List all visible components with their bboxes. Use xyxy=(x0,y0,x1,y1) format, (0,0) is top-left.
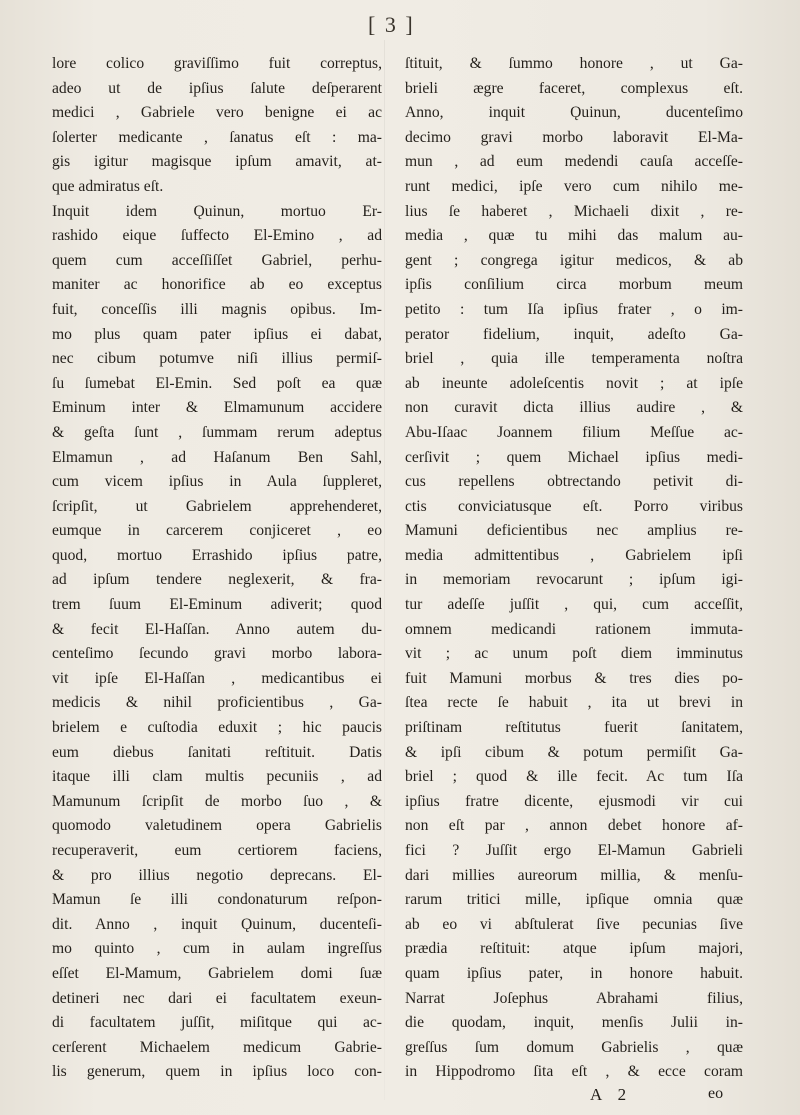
text-line: mun , ad eum medendi cauſa acceſſe- xyxy=(405,153,743,171)
text-line: rashido eique ſuffecto El-Emino , ad xyxy=(52,227,382,245)
text-line: detineri nec dari ei facultatem exeun- xyxy=(52,989,382,1007)
text-line: di facultatem juſſit, miſitque qui ac- xyxy=(52,1014,382,1032)
text-line: quem cum acceſſiſſet Gabriel, perhu- xyxy=(52,251,382,269)
text-line: in memoriam revocarunt ; ipſum igi- xyxy=(405,571,743,589)
text-line: dit. Anno , inquit Ǫuinum, ducenteſi- xyxy=(52,915,382,933)
text-line: & pro illius negotio deprecans. El- xyxy=(52,866,382,884)
text-line: centeſimo ſecundo gravi morbo labora- xyxy=(52,645,382,663)
text-line: Elmamun , ad Haſanum Ben Sahl, xyxy=(52,448,382,466)
text-line: mo quinto , cum in aulam ingreſſus xyxy=(52,940,382,958)
text-line: eumque in carcerem conjiceret , eo xyxy=(52,522,382,540)
text-line: media , quæ tu mihi das malum au- xyxy=(405,227,743,245)
text-line: medicis & nihil proficientibus , Ga- xyxy=(52,694,382,712)
text-line: tur adeſſe juſſit , qui, cum acceſſit, xyxy=(405,596,743,614)
text-line: die quodam, inquit, menſis Julii in- xyxy=(405,1014,743,1032)
text-line: Eminum inter & Elmamunum accidere xyxy=(52,399,382,417)
text-line: ad ipſum tendere neglexerit, & fra- xyxy=(52,571,382,589)
text-line: fuit, conceſſis illi magnis opibus. Im- xyxy=(52,300,382,318)
text-line: omnem medicandi rationem immuta- xyxy=(405,620,743,638)
text-line: lis generum, quem in ipſius loco con- xyxy=(52,1063,382,1081)
text-line: Mamunum ſcripſit de morbo ſuo , & xyxy=(52,792,382,810)
text-line: ſtituit, & ſummo honore , ut Ga- xyxy=(405,55,743,72)
text-line: cerſivit ; quem Michael ipſius medi- xyxy=(405,448,743,466)
text-line: cus repellens obtrectando petivit di- xyxy=(405,473,743,491)
gutter-shadow xyxy=(384,40,385,1100)
text-line: & fecit El-Haſſan. Anno autem du- xyxy=(52,620,382,638)
text-line: Anno, inquit Ǫuinun, ducenteſimo xyxy=(405,104,743,122)
right-column xyxy=(405,52,743,1085)
footer-signature: A 2 xyxy=(590,1085,633,1104)
text-line: & geſta ſunt , ſummam rerum adeptus xyxy=(52,423,382,441)
text-line: Inquit idem Ǫuinun, mortuo Er- xyxy=(52,202,382,220)
text-line: Mamun ſe illi condonaturum reſpon- xyxy=(52,891,382,909)
text-line: briel ; quod & ille fecit. Ac tum Iſa xyxy=(405,768,743,786)
text-line: maniter ac honorifice ab eo exceptus xyxy=(52,276,382,294)
text-line: Mamuni deficientibus nec amplius re- xyxy=(405,522,743,540)
text-line: ipſis conſilium circa morbum meum xyxy=(405,276,743,294)
text-line: itaque illi clam multis pecuniis , ad xyxy=(52,768,382,786)
text-line: ſcripſit, ut Gabrielem apprehenderet, xyxy=(52,497,382,515)
text-line: perator fidelium, inquit, adeſto Ga- xyxy=(405,325,743,343)
text-line: briel , quia ille temperamenta noſtra xyxy=(405,350,743,368)
text-line: brieli ægre faceret, complexus eſt. xyxy=(405,79,743,97)
text-line: quam ipſius pater, in honore habuit. xyxy=(405,964,743,982)
text-line: Abu-Iſaac Joannem filium Meſſue ac- xyxy=(405,423,743,441)
text-line: mo plus quam pater ipſius ei dabat, xyxy=(52,325,382,343)
text-line: brielem e cuſtodia eduxit ; hic paucis xyxy=(52,719,382,737)
text-line: recuperaverit, eum certiorem faciens, xyxy=(52,842,382,859)
text-line: cum vicem ipſius in Aula ſuppleret, xyxy=(52,473,382,491)
text-line: runt medici, ipſe vero cum nihilo me- xyxy=(405,177,743,195)
text-line: priſtinam reſtitutus fuerit ſanitatem, xyxy=(405,719,743,737)
text-line: non curavit dicta illius audire , & xyxy=(405,399,743,417)
text-line: prædia reſtituit: atque ipſum majori, xyxy=(405,940,743,958)
text-line: fuit Mamuni morbus & tres dies po- xyxy=(405,669,743,687)
text-line: vit ipſe El-Haſſan , medicantibus ei xyxy=(52,669,382,687)
text-line: ſtea recte ſe habuit , ita ut brevi in xyxy=(405,694,743,712)
left-column xyxy=(52,52,382,1085)
text-line: ipſius fratre dicente, ejusmodi vir cui xyxy=(405,792,743,810)
text-line: adeo ut de ipſius ſalute deſperarent xyxy=(52,79,382,97)
text-line: ab eo vi abſtulerat ſive pecunias ſive xyxy=(405,915,743,933)
text-line: lore colico graviſſimo fuit correptus, xyxy=(52,55,382,72)
text-line: quomodo valetudinem opera Gabrielis xyxy=(52,817,382,835)
text-line: decimo gravi morbo laboravit El-Ma- xyxy=(405,128,743,146)
text-line: nec cibum potumve niſi illius permiſ- xyxy=(52,350,382,368)
text-line: trem ſuum El-Eminum adiverit; quod xyxy=(52,596,382,614)
text-line: rarum tritici mille, ipſique omnia quæ xyxy=(405,891,743,909)
text-line: medici , Gabriele vero benigne ei ac xyxy=(52,104,382,122)
text-line: eſſet El-Mamum, Gabrielem domi ſuæ xyxy=(52,964,382,982)
footer-catchword: eo xyxy=(708,1085,724,1102)
text-line: in Hippodromo ſita eſt , & ecce coram xyxy=(405,1063,743,1081)
page-number: [ 3 ] xyxy=(368,12,415,37)
text-line: & ipſi cibum & potum permiſit Ga- xyxy=(405,743,743,761)
text-line: media admittentibus , Gabrielem ipſi xyxy=(405,546,743,564)
text-line: cerſerent Michaelem medicum Gabrie- xyxy=(52,1038,382,1056)
text-line: lius ſe haberet , Michaeli dixit , re- xyxy=(405,202,743,220)
text-line: greſſus ſum domum Gabrielis , quæ xyxy=(405,1038,743,1056)
text-line: quod, mortuo Errashido ipſius patre, xyxy=(52,546,382,564)
text-line: dari millies aureorum millia, & menſu- xyxy=(405,866,743,884)
text-line: gis igitur magisque ipſum amavit, at- xyxy=(52,153,382,171)
text-line: ctis conviciatusque eſt. Porro viribus xyxy=(405,497,743,515)
text-line: petito : tum Iſa ipſius frater , o im- xyxy=(405,300,743,318)
text-line: que admiratus eſt. xyxy=(52,177,164,195)
text-line: ab ineunte adoleſcentis novit ; at ipſe xyxy=(405,374,743,392)
text-line: fici ? Juſſit ergo El-Mamun Gabrieli xyxy=(405,842,743,859)
text-line: non eſt par , annon debet honore af- xyxy=(405,817,743,835)
text-line: ſolerter medicante , ſanatus eſt : ma- xyxy=(52,128,382,146)
text-line: Narrat Joſephus Abrahami filius, xyxy=(405,989,743,1007)
text-line: eum diebus ſanitati reſtituit. Datis xyxy=(52,743,382,761)
text-line: ſu ſumebat El-Emin. Sed poſt ea quæ xyxy=(52,374,382,392)
text-line: gent ; congrega igitur medicos, & ab xyxy=(405,251,743,269)
text-line: vit ; ac unum poſt diem imminutus xyxy=(405,645,743,663)
